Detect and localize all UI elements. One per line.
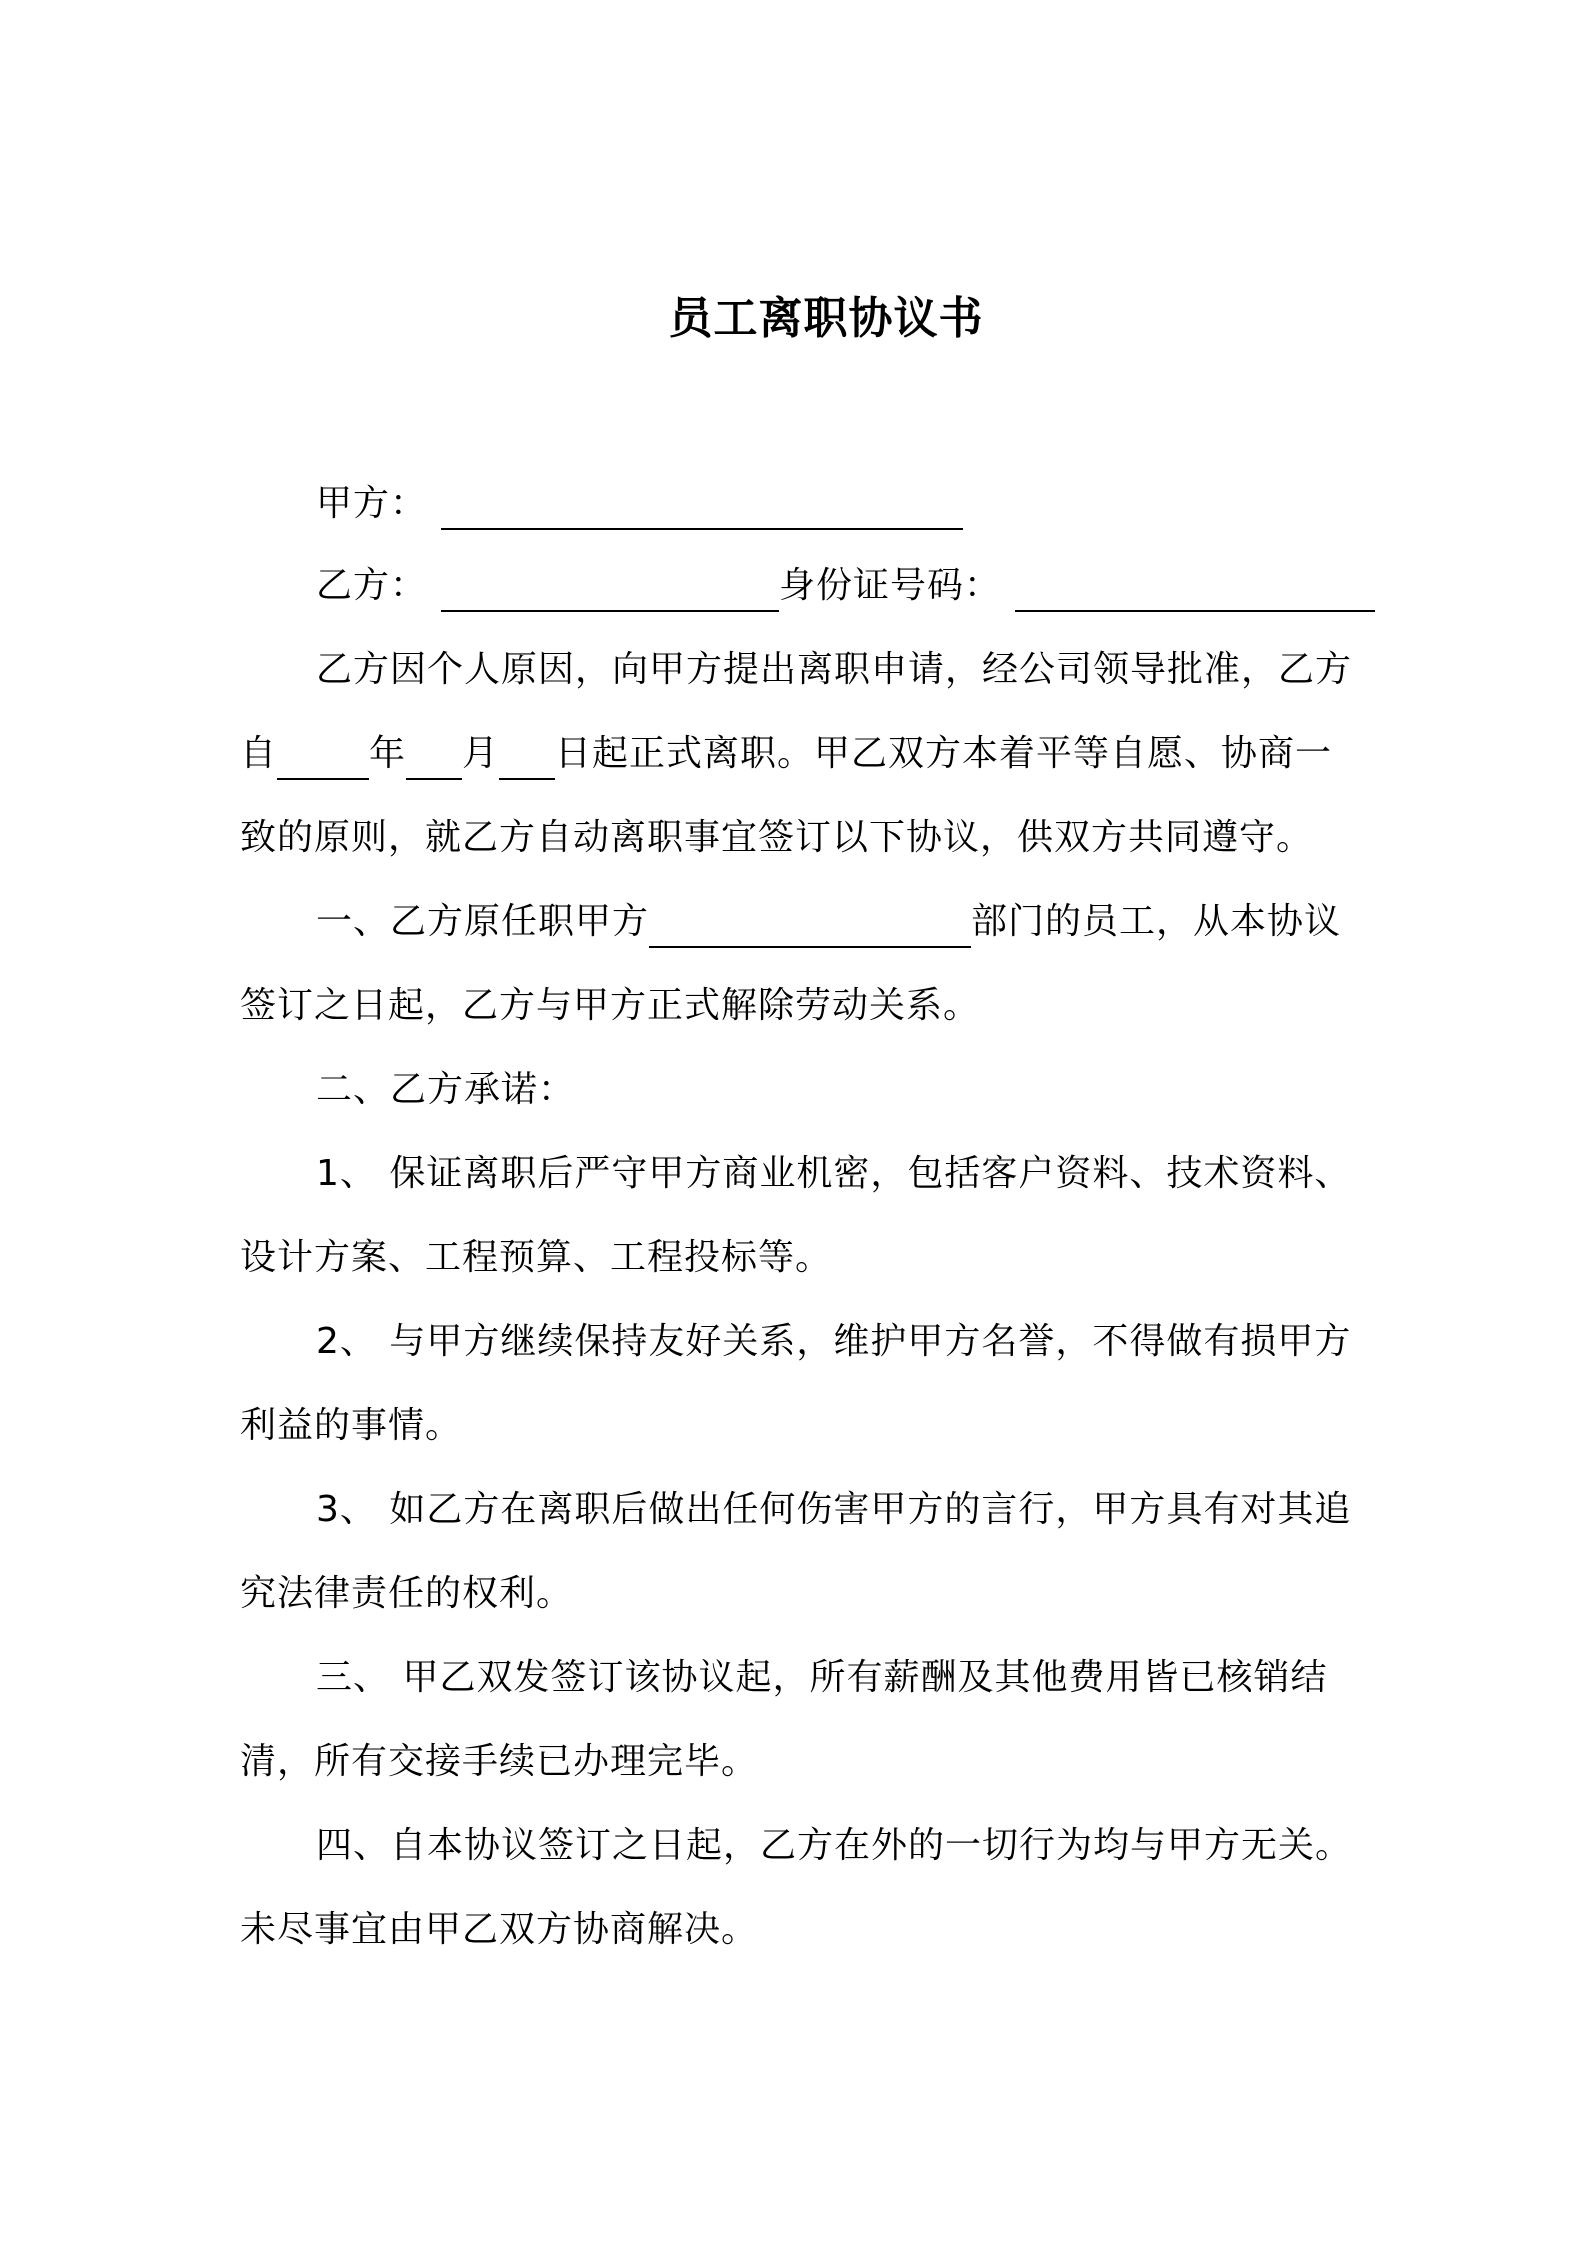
commitment-2-line-1: 2、 与甲方继续保持友好关系，维护甲方名誉，不得做有损甲方: [316, 1321, 1352, 1362]
commitment-1-line-2: 设计方案、工程预算、工程投标等。: [240, 1237, 833, 1278]
clause-3-line-1: 三、 甲乙双发签订该协议起，所有薪酬及其他费用皆已核销结: [316, 1657, 1328, 1698]
month-label: 月: [462, 733, 500, 774]
intro-line-2-rest: 日起正式离职。甲乙双方本着平等自愿、协商一: [555, 733, 1333, 774]
party-a-blank: [441, 488, 963, 530]
department-blank: [649, 906, 971, 948]
id-number-label: 身份证号码：: [779, 565, 1002, 606]
clause-1-line-2: 签订之日起，乙方与甲方正式解除劳动关系。: [240, 985, 981, 1026]
commitment-2-line-2: 利益的事情。: [240, 1405, 463, 1446]
intro-line-1: 乙方因个人原因，向甲方提出离职申请，经公司领导批准，乙方: [316, 649, 1353, 690]
clause-2-heading: 二、乙方承诺：: [316, 1069, 576, 1110]
party-b-blank: [441, 570, 779, 612]
intro-line-2: [240, 728, 1356, 780]
clause-1-suffix: 部门的员工，从本协议: [971, 901, 1342, 942]
party-a-label: 甲方：: [316, 483, 428, 524]
id-number-blank: [1015, 570, 1375, 612]
commitment-3-line-1: 3、 如乙方在离职后做出任何伤害甲方的言行，甲方具有对其追: [316, 1489, 1352, 1530]
intro-prefix: 自: [240, 733, 278, 774]
party-a-line: [316, 478, 1432, 530]
intro-line-3: 致的原则，就乙方自动离职事宜签订以下协议，供双方共同遵守。: [240, 817, 1314, 858]
clause-4-line-1: 四、自本协议签订之日起，乙方在外的一切行为均与甲方无关。: [316, 1825, 1353, 1866]
day-blank: [499, 738, 555, 780]
year-label: 年: [369, 733, 407, 774]
document-title: 员工离职协议书: [668, 293, 984, 344]
clause-4-line-2: 未尽事宜由甲乙双方协商解决。: [240, 1909, 759, 1950]
clause-1-line-1: [316, 896, 1432, 948]
month-blank: [406, 738, 462, 780]
commitment-3-line-2: 究法律责任的权利。: [240, 1573, 574, 1614]
commitment-1-line-1: 1、 保证离职后严守甲方商业机密，包括客户资料、技术资料、: [316, 1153, 1352, 1194]
party-b-label: 乙方：: [316, 565, 428, 606]
clause-3-line-2: 清，所有交接手续已办理完毕。: [240, 1741, 759, 1782]
year-blank: [277, 738, 369, 780]
clause-1-prefix: 一、乙方原任职甲方: [316, 901, 650, 942]
party-b-line: [316, 560, 1432, 612]
